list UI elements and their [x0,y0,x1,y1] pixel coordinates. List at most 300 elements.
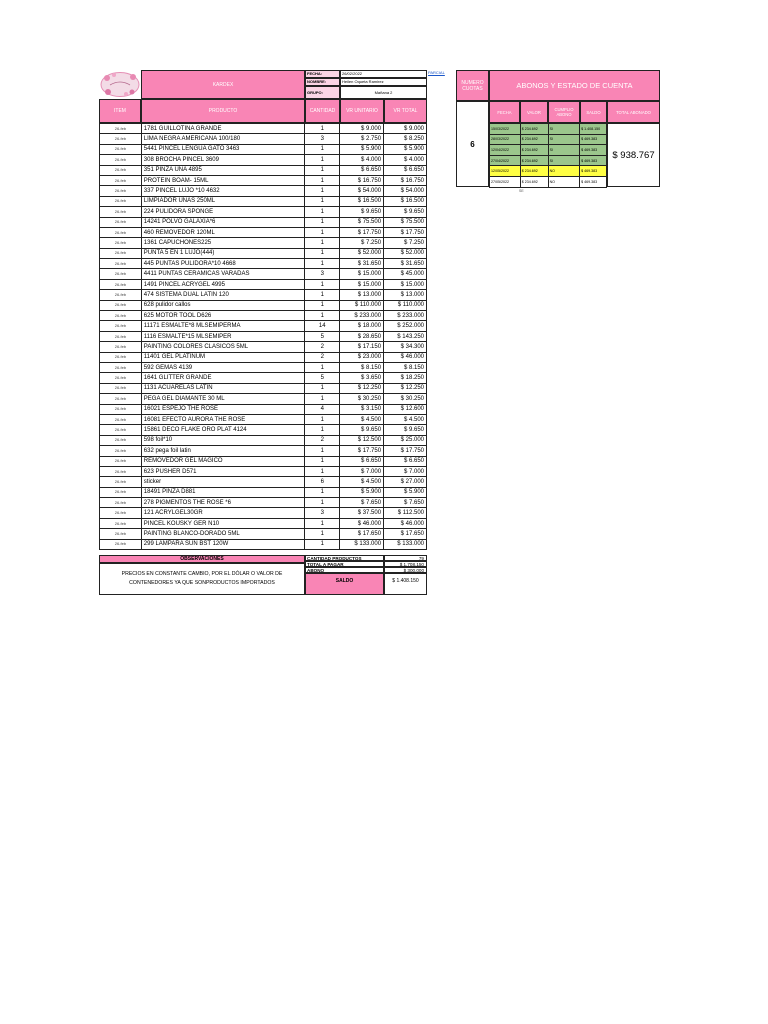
row-unit-price: $ 46.000 [340,518,384,528]
row-product: 1361 CAPUCHONES225 [141,238,305,248]
row-quantity: 1 [305,279,340,289]
payment-date: 28/03/2022 [490,134,521,145]
row-quantity: 5 [305,373,340,383]
row-product: 628 pulidor callos [141,300,305,310]
row-product: sticker [141,477,305,487]
saldo-label: SALDO [305,573,384,595]
payment-fulfilled: SI [548,124,580,135]
row-unit-price: $ 9.650 [340,425,384,435]
row-total: $ 52.000 [384,248,427,258]
row-product: 445 PUNTAS PULIDORA*10 4668 [141,259,305,269]
row-total: $ 7.650 [384,498,427,508]
row-date: 26-feb [100,227,142,237]
row-quantity: 4 [305,404,340,414]
summary-block [99,555,427,595]
row-unit-price: $ 15.000 [340,269,384,279]
row-total: $ 12.600 [384,404,427,414]
row-date: 26-feb [100,362,142,372]
row-quantity: 1 [305,175,340,185]
row-date: 26-feb [100,165,142,175]
row-product: 598 foil*10 [141,435,305,445]
row-unit-price: $ 16.500 [340,196,384,206]
table-row [100,331,427,341]
row-quantity: 1 [305,446,340,456]
row-product: 4411 PUNTAS CERAMICAS VARADAS [141,269,305,279]
row-unit-price: $ 7.000 [340,466,384,476]
row-product: 351 PINZA UÑA 4895 [141,165,305,175]
payment-amount: $ 234.692 [520,145,548,156]
row-unit-price: $ 2.750 [340,134,384,144]
row-date: 26-feb [100,300,142,310]
row-total: $ 133.000 [384,539,427,549]
table-row [100,362,427,372]
grupo-label: GRUPO: [305,86,340,99]
row-quantity: 1 [305,498,340,508]
row-total: $ 16.750 [384,175,427,185]
table-row [100,124,427,134]
table-row [100,508,427,518]
payment-balance: $ 1.408.150 [580,124,607,135]
payment-row [490,166,607,177]
row-unit-price: $ 110.000 [340,300,384,310]
col-item: ITEM [99,99,141,123]
payment-amount: $ 234.692 [520,124,548,135]
row-unit-price: $ 3.650 [340,373,384,383]
col-cumplio-abono: CUMPLIO ABONO [548,101,580,123]
row-date: 26-feb [100,394,142,404]
row-date: 26-feb [100,342,142,352]
row-date: 26-feb [100,331,142,341]
parcial-link[interactable]: PARCIAL [428,70,445,75]
products-table [99,123,427,550]
account-status-title: ABONOS Y ESTADO DE CUENTA [489,70,660,101]
row-quantity: 1 [305,529,340,539]
row-date: 26-feb [100,383,142,393]
row-quantity: 6 [305,477,340,487]
row-date: 26-feb [100,498,142,508]
table-row [100,414,427,424]
row-unit-price: $ 15.000 [340,279,384,289]
row-unit-price: $ 9.650 [340,207,384,217]
total-pagar-label: TOTAL A PAGAR [305,561,384,567]
row-date: 26-feb [100,425,142,435]
table-row [100,446,427,456]
col-pago-valor: VALOR [520,101,548,123]
table-row [100,321,427,331]
table-row [100,456,427,466]
payment-balance: $ 469.383 [580,155,607,166]
row-date: 26-feb [100,404,142,414]
row-quantity: 3 [305,508,340,518]
row-date: 26-feb [100,311,142,321]
row-product: PAINTING COLORES CLASICOS 5ML [141,342,305,352]
row-quantity: 1 [305,155,340,165]
col-cantidad: CANTIDAD [305,99,340,123]
row-product: PROTEIN BOAM- 15ML [141,175,305,185]
row-quantity: 1 [305,383,340,393]
grupo-value: Mañana 2 [340,86,427,99]
row-product: 224 PULIDORA SPONGE [141,207,305,217]
row-total: $ 46.000 [384,352,427,362]
row-total: $ 25.000 [384,435,427,445]
row-date: 26-feb [100,539,142,549]
row-total: $ 5.900 [384,144,427,154]
saldo-value: $ 1.408.150 [384,573,427,595]
row-quantity: 1 [305,144,340,154]
row-product: 623 PUSHER D571 [141,466,305,476]
row-product: 1491 PINCEL ACRYGEL 4995 [141,279,305,289]
row-date: 26-feb [100,238,142,248]
table-row [100,238,427,248]
row-unit-price: $ 28.650 [340,331,384,341]
row-total: $ 6.650 [384,456,427,466]
row-unit-price: $ 5.900 [340,144,384,154]
table-row [100,165,427,175]
row-quantity: 1 [305,539,340,549]
row-total: $ 13.000 [384,290,427,300]
row-date: 26-feb [100,446,142,456]
row-unit-price: $ 13.000 [340,290,384,300]
row-quantity: 1 [305,487,340,497]
row-unit-price: $ 17.650 [340,529,384,539]
row-total: $ 7.250 [384,238,427,248]
row-date: 26-feb [100,487,142,497]
row-quantity: 1 [305,456,340,466]
table-row [100,217,427,227]
row-quantity: 1 [305,186,340,196]
row-total: $ 17.750 [384,446,427,456]
row-product: 308 BROCHA PINCEL 3609 [141,155,305,165]
table-row [100,248,427,258]
col-vr-unitario: VR UNITARIO [340,99,384,123]
payment-fulfilled: NO [548,176,580,187]
row-total: $ 30.250 [384,394,427,404]
row-quantity: 1 [305,124,340,134]
table-row [100,227,427,237]
payment-row [490,155,607,166]
row-quantity: 1 [305,290,340,300]
nombre-value: Heilen Oqueta Ramirez [340,78,427,86]
row-total: $ 7.000 [384,466,427,476]
row-unit-price: $ 5.900 [340,487,384,497]
row-product: 5441 PINCEL LENGUA GATO 3463 [141,144,305,154]
row-total: $ 17.650 [384,529,427,539]
table-row [100,155,427,165]
row-unit-price: $ 75.500 [340,217,384,227]
row-product: 18491 PINZA D881 [141,487,305,497]
row-unit-price: $ 17.150 [340,342,384,352]
table-row [100,196,427,206]
row-total: $ 9.650 [384,207,427,217]
table-row [100,175,427,185]
row-total: $ 4.000 [384,155,427,165]
row-quantity: 1 [305,227,340,237]
row-quantity: 14 [305,321,340,331]
row-total: $ 110.000 [384,300,427,310]
row-unit-price: $ 233.000 [340,311,384,321]
row-date: 26-feb [100,248,142,258]
logo [99,70,141,99]
payment-fulfilled: SI [548,134,580,145]
row-unit-price: $ 12.500 [340,435,384,445]
row-date: 26-feb [100,269,142,279]
row-unit-price: $ 9.000 [340,124,384,134]
row-unit-price: $ 6.650 [340,456,384,466]
row-unit-price: $ 133.000 [340,539,384,549]
row-total: $ 4.500 [384,414,427,424]
row-unit-price: $ 54.000 [340,186,384,196]
table-row [100,425,427,435]
row-date: 26-feb [100,196,142,206]
table-row [100,404,427,414]
row-quantity: 1 [305,311,340,321]
row-product: PAINTING BLANCO-DORADO 5ML [141,529,305,539]
row-quantity: 1 [305,425,340,435]
row-total: $ 45.000 [384,269,427,279]
row-date: 26-feb [100,435,142,445]
row-quantity: 1 [305,207,340,217]
payment-date: 15/03/2022 [490,124,521,135]
payment-amount: $ 234.692 [520,176,548,187]
cantidad-productos-value: 79 [384,555,427,561]
row-quantity: 1 [305,259,340,269]
row-date: 26-feb [100,290,142,300]
payment-balance: $ 469.383 [580,134,607,145]
row-unit-price: $ 18.000 [340,321,384,331]
row-date: 26-feb [100,508,142,518]
row-product: 625 MOTOR TOOL D626 [141,311,305,321]
row-date: 26-feb [100,456,142,466]
row-quantity: 2 [305,342,340,352]
col-vr-total: VR TOTAL [384,99,427,123]
row-product: 592 GEMAS 4139 [141,362,305,372]
observaciones-note: PRECIOS EN CONSTANTE CAMBIO, POR EL DÓLAR O VALOR DE CONTENEDORES YA QUE SONPRODUCTOS IMPORTADOS [99,563,305,595]
payment-balance: $ 469.383 [580,145,607,156]
row-quantity: 1 [305,238,340,248]
table-row [100,352,427,362]
row-quantity: 3 [305,134,340,144]
payment-balance: $ 469.383 [580,176,607,187]
row-total: $ 9.650 [384,425,427,435]
row-product: 299 LAMPARA SUN BST 120W [141,539,305,549]
row-date: 26-feb [100,477,142,487]
row-product: PUNTA 5 EN 1 LUJO(444) [141,248,305,258]
row-product: 1641 GLITTER GRANDE [141,373,305,383]
table-row [100,290,427,300]
table-row [100,383,427,393]
total-abonado-value: $ 938.767 [607,123,660,187]
fecha-value: 26/02/2022 [340,70,427,78]
payment-date: 12/05/2022 [490,166,521,177]
row-date: 26-feb [100,155,142,165]
table-row [100,529,427,539]
row-product: 16081 EFECTO AURORA THE ROSE [141,414,305,424]
payment-date: 12/04/2022 [490,145,521,156]
payment-date: 27/04/2022 [490,155,521,166]
row-date: 26-feb [100,414,142,424]
col-pago-saldo: SALDO [580,101,607,123]
row-total: $ 17.750 [384,227,427,237]
abono-value: $ 300.000 [384,567,427,573]
payment-row [490,145,607,156]
row-quantity: 5 [305,331,340,341]
row-total: $ 8.250 [384,134,427,144]
col-pago-fecha: FECHA [489,101,520,123]
table-row [100,342,427,352]
table-row [100,477,427,487]
observaciones-label: OBSERVACIONES [99,555,305,563]
table-row [100,144,427,154]
payment-fulfilled: NO [548,166,580,177]
numero-cuotas-value: 6 [456,101,489,187]
row-total: $ 16.500 [384,196,427,206]
table-row [100,279,427,289]
payment-amount: $ 234.692 [520,166,548,177]
row-product: 474 SISTEMA DUAL LATIN 120 [141,290,305,300]
table-row [100,134,427,144]
row-date: 26-feb [100,321,142,331]
abono-label: ABONO [305,567,384,573]
row-total: $ 252.000 [384,321,427,331]
row-unit-price: $ 4.500 [340,414,384,424]
floral-logo-icon [99,70,141,99]
row-product: 632 pega foil latin [141,446,305,456]
row-quantity: 1 [305,165,340,175]
row-product: PINCEL KOUSKY GER N10 [141,518,305,528]
row-product: 1131 ACUARELAS LATIN [141,383,305,393]
payment-fulfilled: SI [548,145,580,156]
row-quantity: 1 [305,300,340,310]
page-title: KARDEX [141,70,305,99]
row-date: 26-feb [100,466,142,476]
row-product: REMOVEDOR GEL MAGICO [141,456,305,466]
payment-row [490,134,607,145]
row-date: 26-feb [100,529,142,539]
row-total: $ 15.000 [384,279,427,289]
table-row [100,435,427,445]
row-product: 337 PINCEL LUJO *10 4632 [141,186,305,196]
fecha-label: FECHA: [305,70,340,78]
row-product: 1781 GUILLOTINA GRANDE [141,124,305,134]
table-row [100,539,427,549]
row-product: 14241 POLVO GALAXIA*6 [141,217,305,227]
payment-amount: $ 234.692 [520,155,548,166]
row-total: $ 9.000 [384,124,427,134]
row-quantity: 3 [305,269,340,279]
row-product: LIMA NEGRA AMERICANA 100/180 [141,134,305,144]
row-total: $ 27.000 [384,477,427,487]
row-date: 26-feb [100,207,142,217]
row-total: $ 6.650 [384,165,427,175]
cantidad-productos-label: CANTIDAD PRODUCTOS [305,555,384,561]
row-total: $ 75.500 [384,217,427,227]
table-row [100,487,427,497]
row-quantity: 2 [305,352,340,362]
header-info [305,70,427,99]
row-product: 16021 ESPEJO THE ROSE [141,404,305,414]
row-product: 1116 ESMALTE*15 MLSEMIPER [141,331,305,341]
col-producto: PRODUCTO [141,99,305,123]
row-total: $ 18.250 [384,373,427,383]
row-quantity: 1 [305,217,340,227]
row-date: 26-feb [100,279,142,289]
row-total: $ 5.900 [384,487,427,497]
row-product: PEGA GEL DIAMANTE 30 ML [141,394,305,404]
row-unit-price: $ 16.750 [340,175,384,185]
row-date: 26-feb [100,217,142,227]
table-row [100,466,427,476]
payment-row [490,176,607,187]
total-pagar-value: $ 1.708.150 [384,561,427,567]
row-date: 26-feb [100,518,142,528]
row-unit-price: $ 7.650 [340,498,384,508]
row-total: $ 31.650 [384,259,427,269]
row-date: 26-feb [100,373,142,383]
row-unit-price: $ 7.250 [340,238,384,248]
row-quantity: 1 [305,414,340,424]
row-unit-price: $ 4.000 [340,155,384,165]
row-date: 26-feb [100,175,142,185]
payment-fulfilled: SI [548,155,580,166]
row-date: 26-feb [100,124,142,134]
row-total: $ 34.300 [384,342,427,352]
row-product: 11171 ESMALTE*8 MLSEMIPERMA [141,321,305,331]
row-unit-price: $ 3.150 [340,404,384,414]
payment-row [490,124,607,135]
payment-balance: $ 469.383 [580,166,607,177]
row-product: 278 PIGMENTOS THE ROSE *6 [141,498,305,508]
row-total: $ 46.000 [384,518,427,528]
table-row [100,498,427,508]
row-total: $ 54.000 [384,186,427,196]
numero-cuotas-label: NUMERO CUOTAS [456,70,489,101]
row-product: 11401 GEL PLATINUM [141,352,305,362]
table-row [100,518,427,528]
row-date: 26-feb [100,352,142,362]
row-date: 26-feb [100,186,142,196]
row-unit-price: $ 23.000 [340,352,384,362]
table-row [100,186,427,196]
row-product: 15861 DECO FLAKE ORO PLAT 4124 [141,425,305,435]
row-total: $ 233.000 [384,311,427,321]
row-quantity: 1 [305,362,340,372]
row-quantity: 2 [305,435,340,445]
row-product: 460 REMOVEDOR 120ML [141,227,305,237]
row-date: 26-feb [100,259,142,269]
row-product: 121 ACRYLGEL30GR [141,508,305,518]
table-row [100,373,427,383]
row-unit-price: $ 4.500 [340,477,384,487]
row-total: $ 8.150 [384,362,427,372]
row-unit-price: $ 17.750 [340,446,384,456]
payments-footnote: SE [519,189,524,193]
nombre-label: NOMBRE: [305,78,340,86]
table-row [100,207,427,217]
row-quantity: 1 [305,466,340,476]
table-row [100,259,427,269]
col-total-abonado: TOTAL ABONADO [607,101,660,123]
row-unit-price: $ 31.650 [340,259,384,269]
table-row [100,269,427,279]
row-total: $ 112.500 [384,508,427,518]
row-date: 26-feb [100,144,142,154]
row-total: $ 12.250 [384,383,427,393]
row-unit-price: $ 12.250 [340,383,384,393]
row-quantity: 1 [305,196,340,206]
row-unit-price: $ 17.750 [340,227,384,237]
row-product: LIMPIADOR UÑAS 250ML [141,196,305,206]
payment-date: 27/05/2022 [490,176,521,187]
